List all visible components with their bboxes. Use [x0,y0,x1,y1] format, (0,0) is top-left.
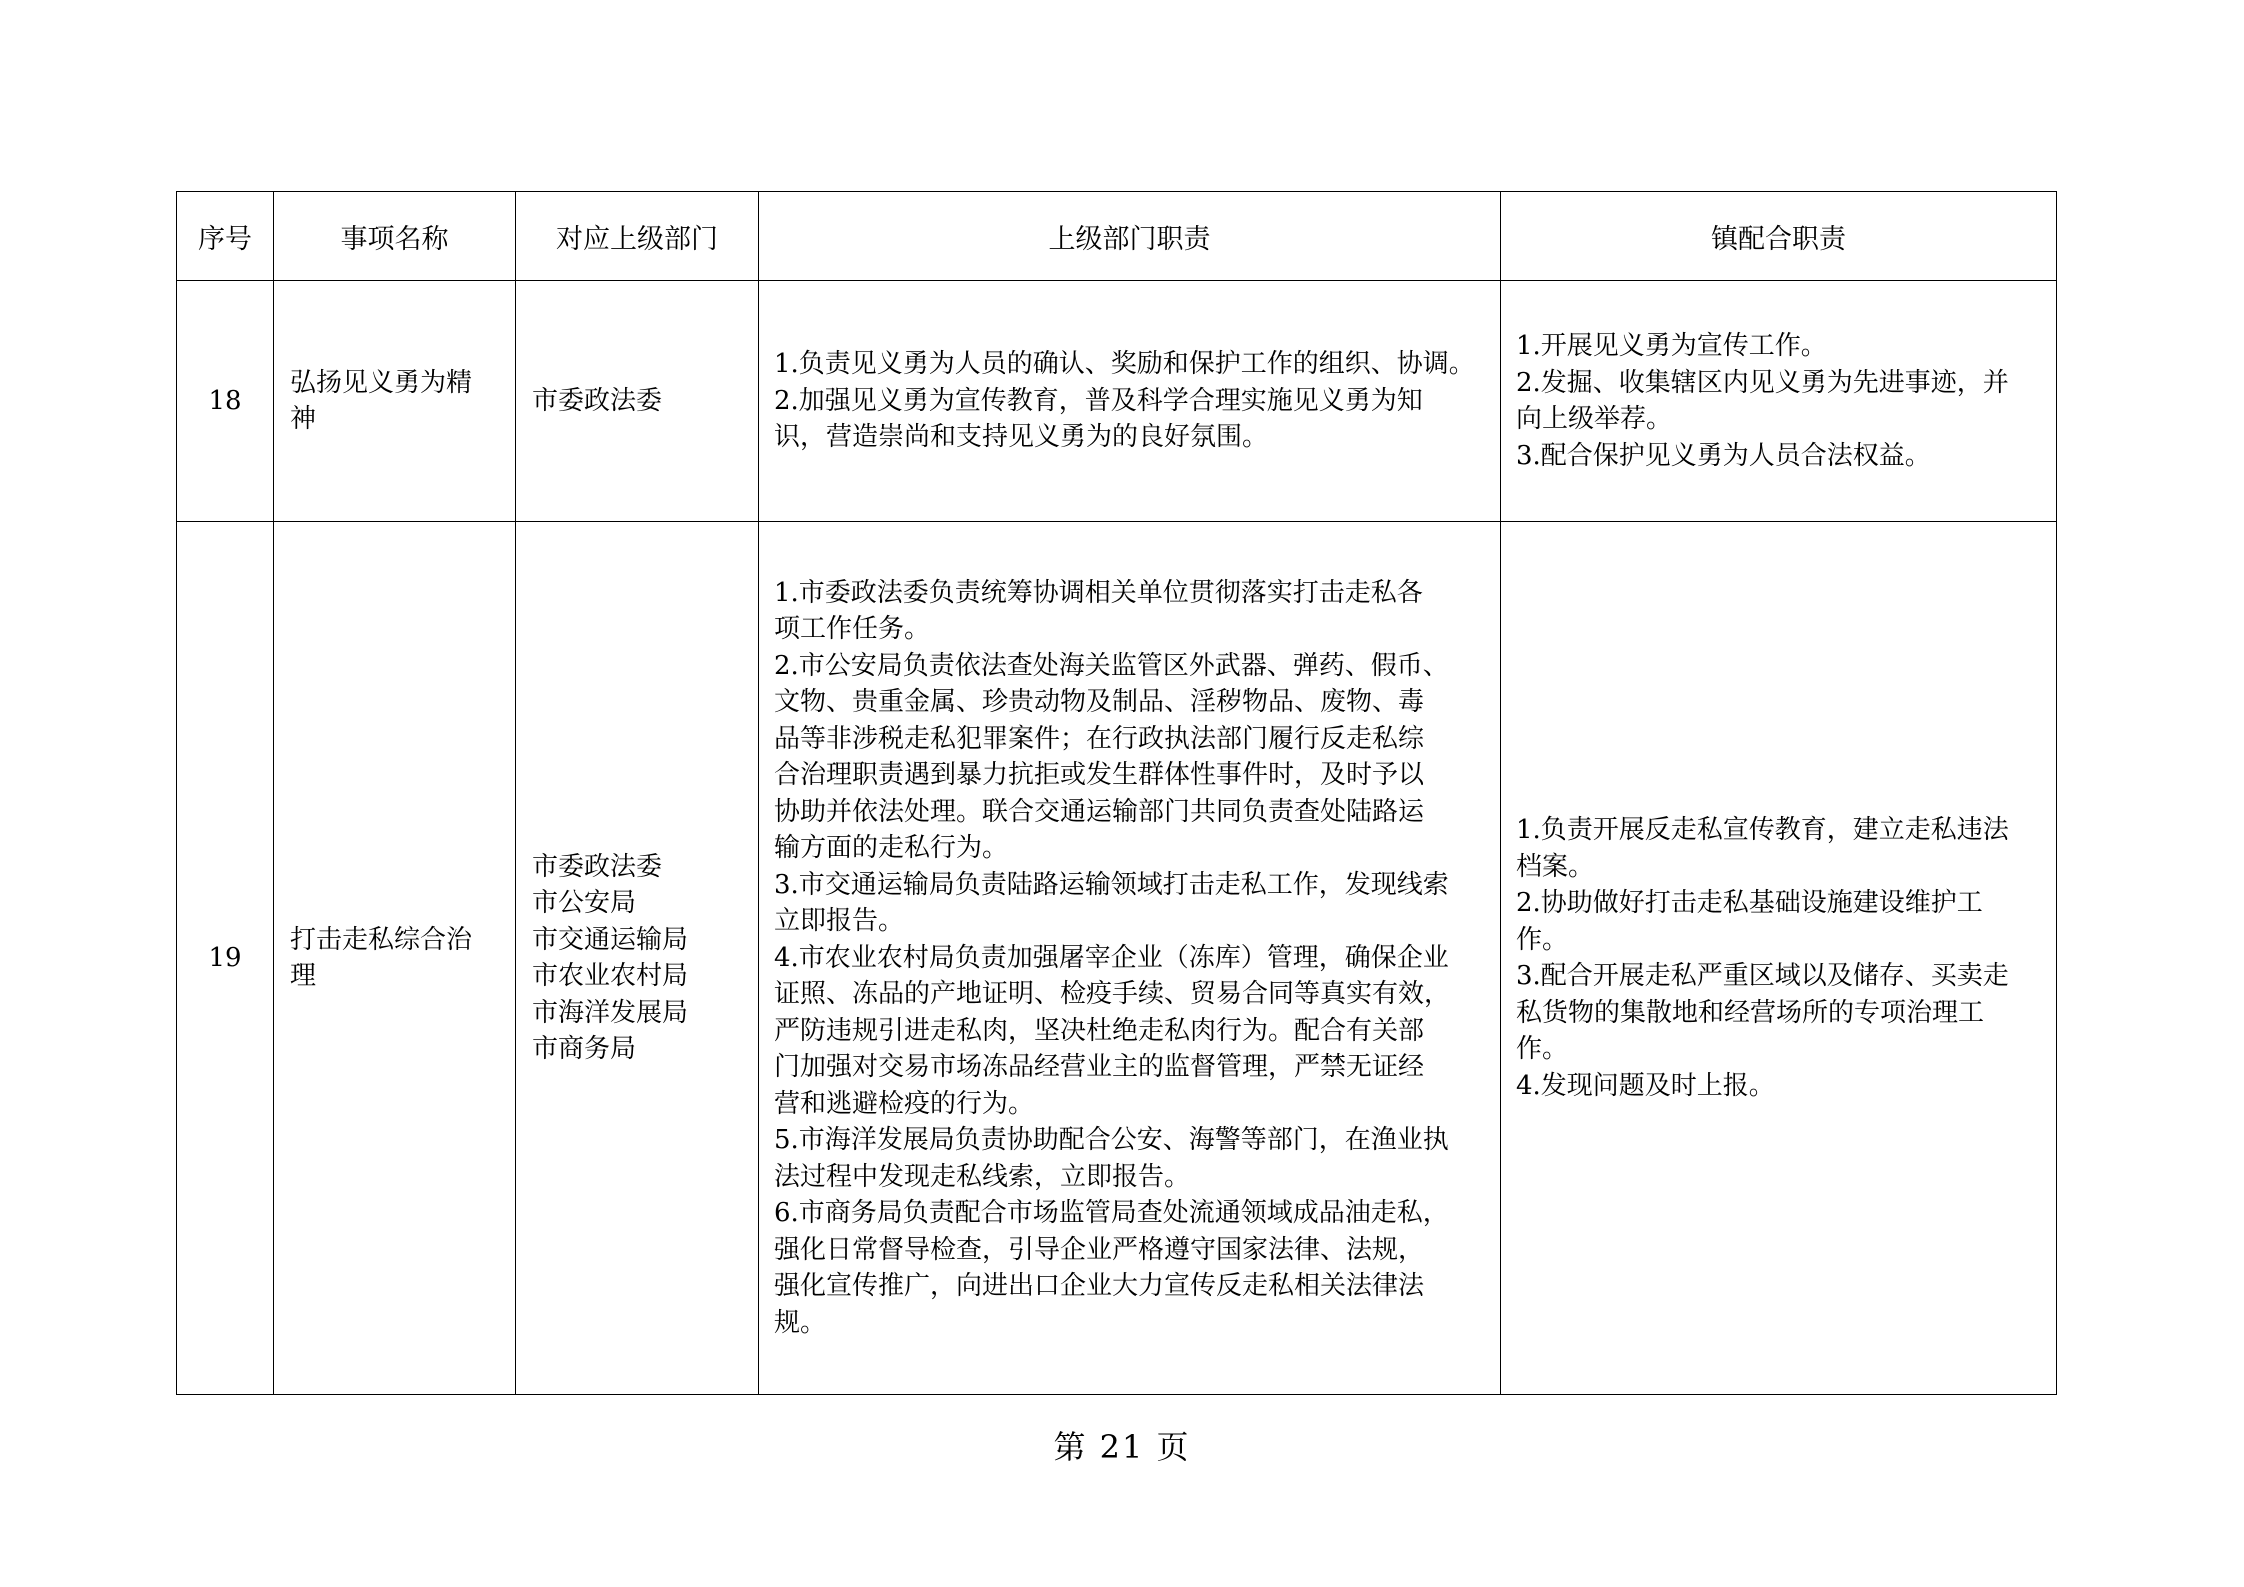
text-line: 私货物的集散地和经营场所的专项治理工 [1516,997,1985,1028]
text-line: 2.加强见义勇为宣传教育，普及科学合理实施见义勇为知 [774,385,1423,416]
table-row [177,281,2057,522]
text-line: 市农业农村局 [532,961,689,991]
text-line: 门加强对交易市场冻品经营业主的监督管理，严禁无证经 [774,1052,1425,1083]
text-line: 市公安局 [532,888,637,918]
row-upper-duties [759,522,1501,1395]
row-upper-department [516,522,759,1395]
row-upper-department [516,281,759,522]
text-line: 营和逃避检疫的行为。 [774,1088,1035,1119]
text-line: 3.配合开展走私严重区域以及储存、买卖走 [1516,961,2009,991]
text-line: 立即报告。 [774,906,905,937]
header-town-duties: 镇配合职责 [1501,192,2057,281]
text-line: 1.负责开展反走私宣传教育，建立走私违法 [1516,815,2009,845]
text-line: 弘扬见义勇为精 [290,367,473,398]
text-line: 规。 [774,1307,827,1338]
row-seq: 19 [177,522,274,1395]
text-line: 1.开展见义勇为宣传工作。 [1516,331,1827,361]
text-line: 3.市交通运输局负责陆路运输领域打击走私工作，发现线索 [774,869,1449,900]
text-line: 严防违规引进走私肉，坚决杜绝走私肉行为。配合有关部 [774,1015,1425,1046]
text-line: 向上级举荐。 [1516,404,1673,434]
text-line: 打击走私综合治 [290,924,473,955]
text-line: 5.市海洋发展局负责协助配合公安、海警等部门，在渔业执 [774,1125,1449,1156]
duty-table [176,191,2057,1395]
text-line: 市交通运输局 [532,924,689,955]
text-line: 理 [290,961,317,991]
row-town-duties [1501,522,2057,1395]
text-line: 市商务局 [532,1034,637,1064]
text-line: 输方面的走私行为。 [774,833,1009,864]
text-line: 1.市委政法委负责统筹协调相关单位贯彻落实打击走私各 [774,577,1423,608]
table-row [177,522,2057,1395]
text-line: 文物、贵重金属、珍贵动物及制品、淫秽物品、废物、毒 [774,687,1425,718]
text-line: 强化日常督导检查，引导企业严格遵守国家法律、法规， [774,1234,1425,1265]
row-seq: 18 [177,281,274,522]
text-line: 市委政法委 [532,385,663,416]
header-upper-duties: 上级部门职责 [759,192,1501,281]
page-number: 第 21 页 [1053,1428,1191,1466]
row-item-name [274,522,516,1395]
text-line: 2.协助做好打击走私基础设施建设维护工 [1516,888,1983,918]
row-upper-duties [759,281,1501,522]
text-line: 神 [290,404,317,434]
text-line: 品等非涉税走私犯罪案件；在行政执法部门履行反走私综 [774,723,1425,754]
text-line: 档案。 [1516,851,1595,882]
text-line: 1.负责见义勇为人员的确认、奖励和保护工作的组织、协调。 [774,349,1475,380]
row-town-duties [1501,281,2057,522]
text-line: 作。 [1516,924,1569,955]
text-line: 作。 [1516,1034,1569,1064]
text-line: 4.发现问题及时上报。 [1516,1070,1775,1101]
text-line: 2.发掘、收集辖区内见义勇为先进事迹，并 [1516,367,2009,398]
header-seq: 序号 [177,192,274,281]
text-line: 6.市商务局负责配合市场监管局查处流通领域成品油走私， [774,1198,1449,1229]
text-line: 合治理职责遇到暴力抗拒或发生群体性事件时，及时予以 [774,760,1425,791]
text-line: 识，营造崇尚和支持见义勇为的良好氛围。 [774,422,1269,453]
text-line: 强化宣传推广，向进出口企业大力宣传反走私相关法律法 [774,1271,1425,1302]
text-line: 市委政法委 [532,851,663,882]
header-upper-department: 对应上级部门 [516,192,759,281]
text-line: 法过程中发现走私线索，立即报告。 [774,1161,1191,1192]
text-line: 协助并依法处理。联合交通运输部门共同负责查处陆路运 [774,796,1425,827]
text-line: 证照、冻品的产地证明、检疫手续、贸易合同等真实有效， [774,979,1451,1010]
text-line: 项工作任务。 [774,614,931,645]
text-line: 3.配合保护见义勇为人员合法权益。 [1516,440,1931,471]
header-row [177,192,2057,281]
text-line: 市海洋发展局 [532,997,689,1028]
row-item-name [274,281,516,522]
text-line: 4.市农业农村局负责加强屠宰企业（冻库）管理，确保企业 [774,942,1449,973]
header-item-name: 事项名称 [274,192,516,281]
text-line: 2.市公安局负责依法查处海关监管区外武器、弹药、假币、 [774,650,1449,681]
